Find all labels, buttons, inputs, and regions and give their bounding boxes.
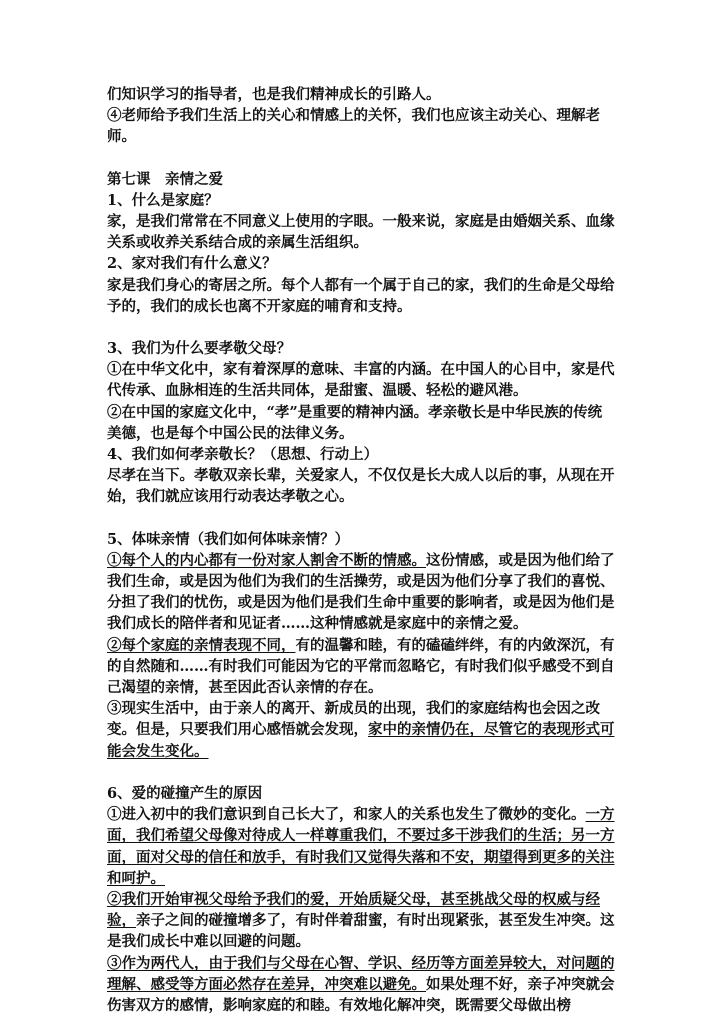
q2-title: 2、家对我们有什么意义？ bbox=[107, 255, 277, 273]
spacer bbox=[107, 508, 615, 529]
q4-title: 4、我们如何孝亲敬长？（思想、行动上） bbox=[107, 446, 379, 464]
q6-paragraph-3 bbox=[107, 953, 615, 1017]
lesson-title: 第七课 亲情之爱 bbox=[107, 170, 223, 188]
q3-title: 3、我们为什么要孝敬父母？ bbox=[107, 340, 292, 358]
q2-answer: 家是我们身心的寄居之所。每个人都有一个属于自己的家，我们的生命是父母给予的，我们的成长也离不开家庭的哺育和支持。 bbox=[107, 276, 615, 315]
q3-paragraph-1: ①在中华文化中，家有着深厚的意味、丰富的内涵。在中国人的心目中，家是代代传承、血脉相连的生活共同体，是甜蜜、温暖、轻松的避风港。 bbox=[107, 361, 615, 400]
q4-answer: 尽孝在当下。孝敬双亲长辈，关爱家人，不仅仅是长大成人以后的事，从现在开始，我们就应该用行动表达孝敬之心。 bbox=[107, 467, 615, 506]
q5-paragraph-3 bbox=[107, 698, 615, 762]
paragraph-text: 如果处理不好，亲子冲突就会伤害双方的感情，影响家庭的和睦。有效地化解冲突，既需要父母做出榜 bbox=[107, 975, 615, 1014]
q6-paragraph-1 bbox=[107, 804, 615, 889]
q1-answer: 家，是我们常常在不同意义上使用的字眼。一般来说，家庭是由婚姻关系、血缘关系或收养关系结合成的亲属生活组织。 bbox=[107, 213, 615, 252]
q3-paragraph-2: ②在中国的家庭文化中，“孝”是重要的精神内涵。孝亲敬长是中华民族的传统美德，也是每个中国公民的法律义务。 bbox=[107, 403, 603, 442]
spacer bbox=[107, 148, 615, 169]
paragraph-text: 亲子之间的碰撞增多了，有时伴着甜蜜，有时出现紧张，甚至发生冲突。这是我们成长中难以回避的问题。 bbox=[107, 912, 615, 951]
underlined-text: ①每个人的内心都有一份对家人割舍不断的情感。 bbox=[107, 551, 426, 569]
q5-paragraph-1 bbox=[107, 550, 615, 635]
underlined-text: 家中的亲情仍在，尽管它的表现形式可能会发生变化。 bbox=[107, 721, 615, 760]
document-page bbox=[107, 84, 615, 1016]
q6-paragraph-2 bbox=[107, 889, 615, 953]
paragraph-text: ③现实生活中，由于亲人的离开、新成员的出现，我们的家庭结构也会因之改变。但是，只要我们用心感悟就会发现， bbox=[107, 700, 600, 739]
underlined-text: ②每个家庭的亲情表现不同， bbox=[107, 636, 296, 654]
underlined-text: 一方面，我们希望父母像对待成人一样尊重我们，不要过多干涉我们的生活；另一方面，面对父母的信任和放手，有时我们又觉得失落和不安，期望得到更多的关注和呵护。 bbox=[107, 806, 615, 887]
paragraph-text: 这份情感，或是因为他们给了我们生命，或是因为他们为我们的生活操劳，或是因为他们分享了我们的喜悦、分担了我们的忧伤，或是因为他们是我们生命中重要的影响者，或是因为他们是我们成长的陪伴者和见证者……这种情感就是家庭中的亲情之爱。 bbox=[107, 551, 615, 633]
paragraph-text: ①进入初中的我们意识到自己长大了，和家人的关系也发生了微妙的变化。 bbox=[107, 806, 586, 824]
paragraph-text: 有的温馨和睦，有的磕磕绊绊，有的内敛深沉，有的自然随和……有时我们可能因为它的平常而忽略它，有时我们似乎感受不到自己渴望的亲情，甚至因此否认亲情的存在。 bbox=[107, 636, 615, 697]
q6-title: 6、爱的碰撞产生的原因 bbox=[107, 784, 263, 802]
underlined-text: ②我们开始审视父母给予我们的爱，开始质疑父母，甚至挑战父母的权威与经验， bbox=[107, 890, 600, 930]
q5-title: 5、体味亲情（我们如何体味亲情？） bbox=[107, 530, 350, 548]
spacer bbox=[107, 317, 615, 338]
q5-paragraph-2 bbox=[107, 635, 615, 699]
underlined-text: ③作为两代人，由于我们与父母在心智、学识、经历等方面差异较大，对问题的理解、感受等方面必然存在差异，冲突难以避免。 bbox=[107, 954, 615, 993]
intro-line-1: 们知识学习的指导者，也是我们精神成长的引路人。 bbox=[107, 86, 441, 103]
q1-title: 1、什么是家庭？ bbox=[107, 191, 219, 209]
spacer bbox=[107, 762, 615, 783]
intro-line-2: ④老师给予我们生活上的关心和情感上的关怀，我们也应该主动关心、理解老师。 bbox=[107, 107, 600, 146]
